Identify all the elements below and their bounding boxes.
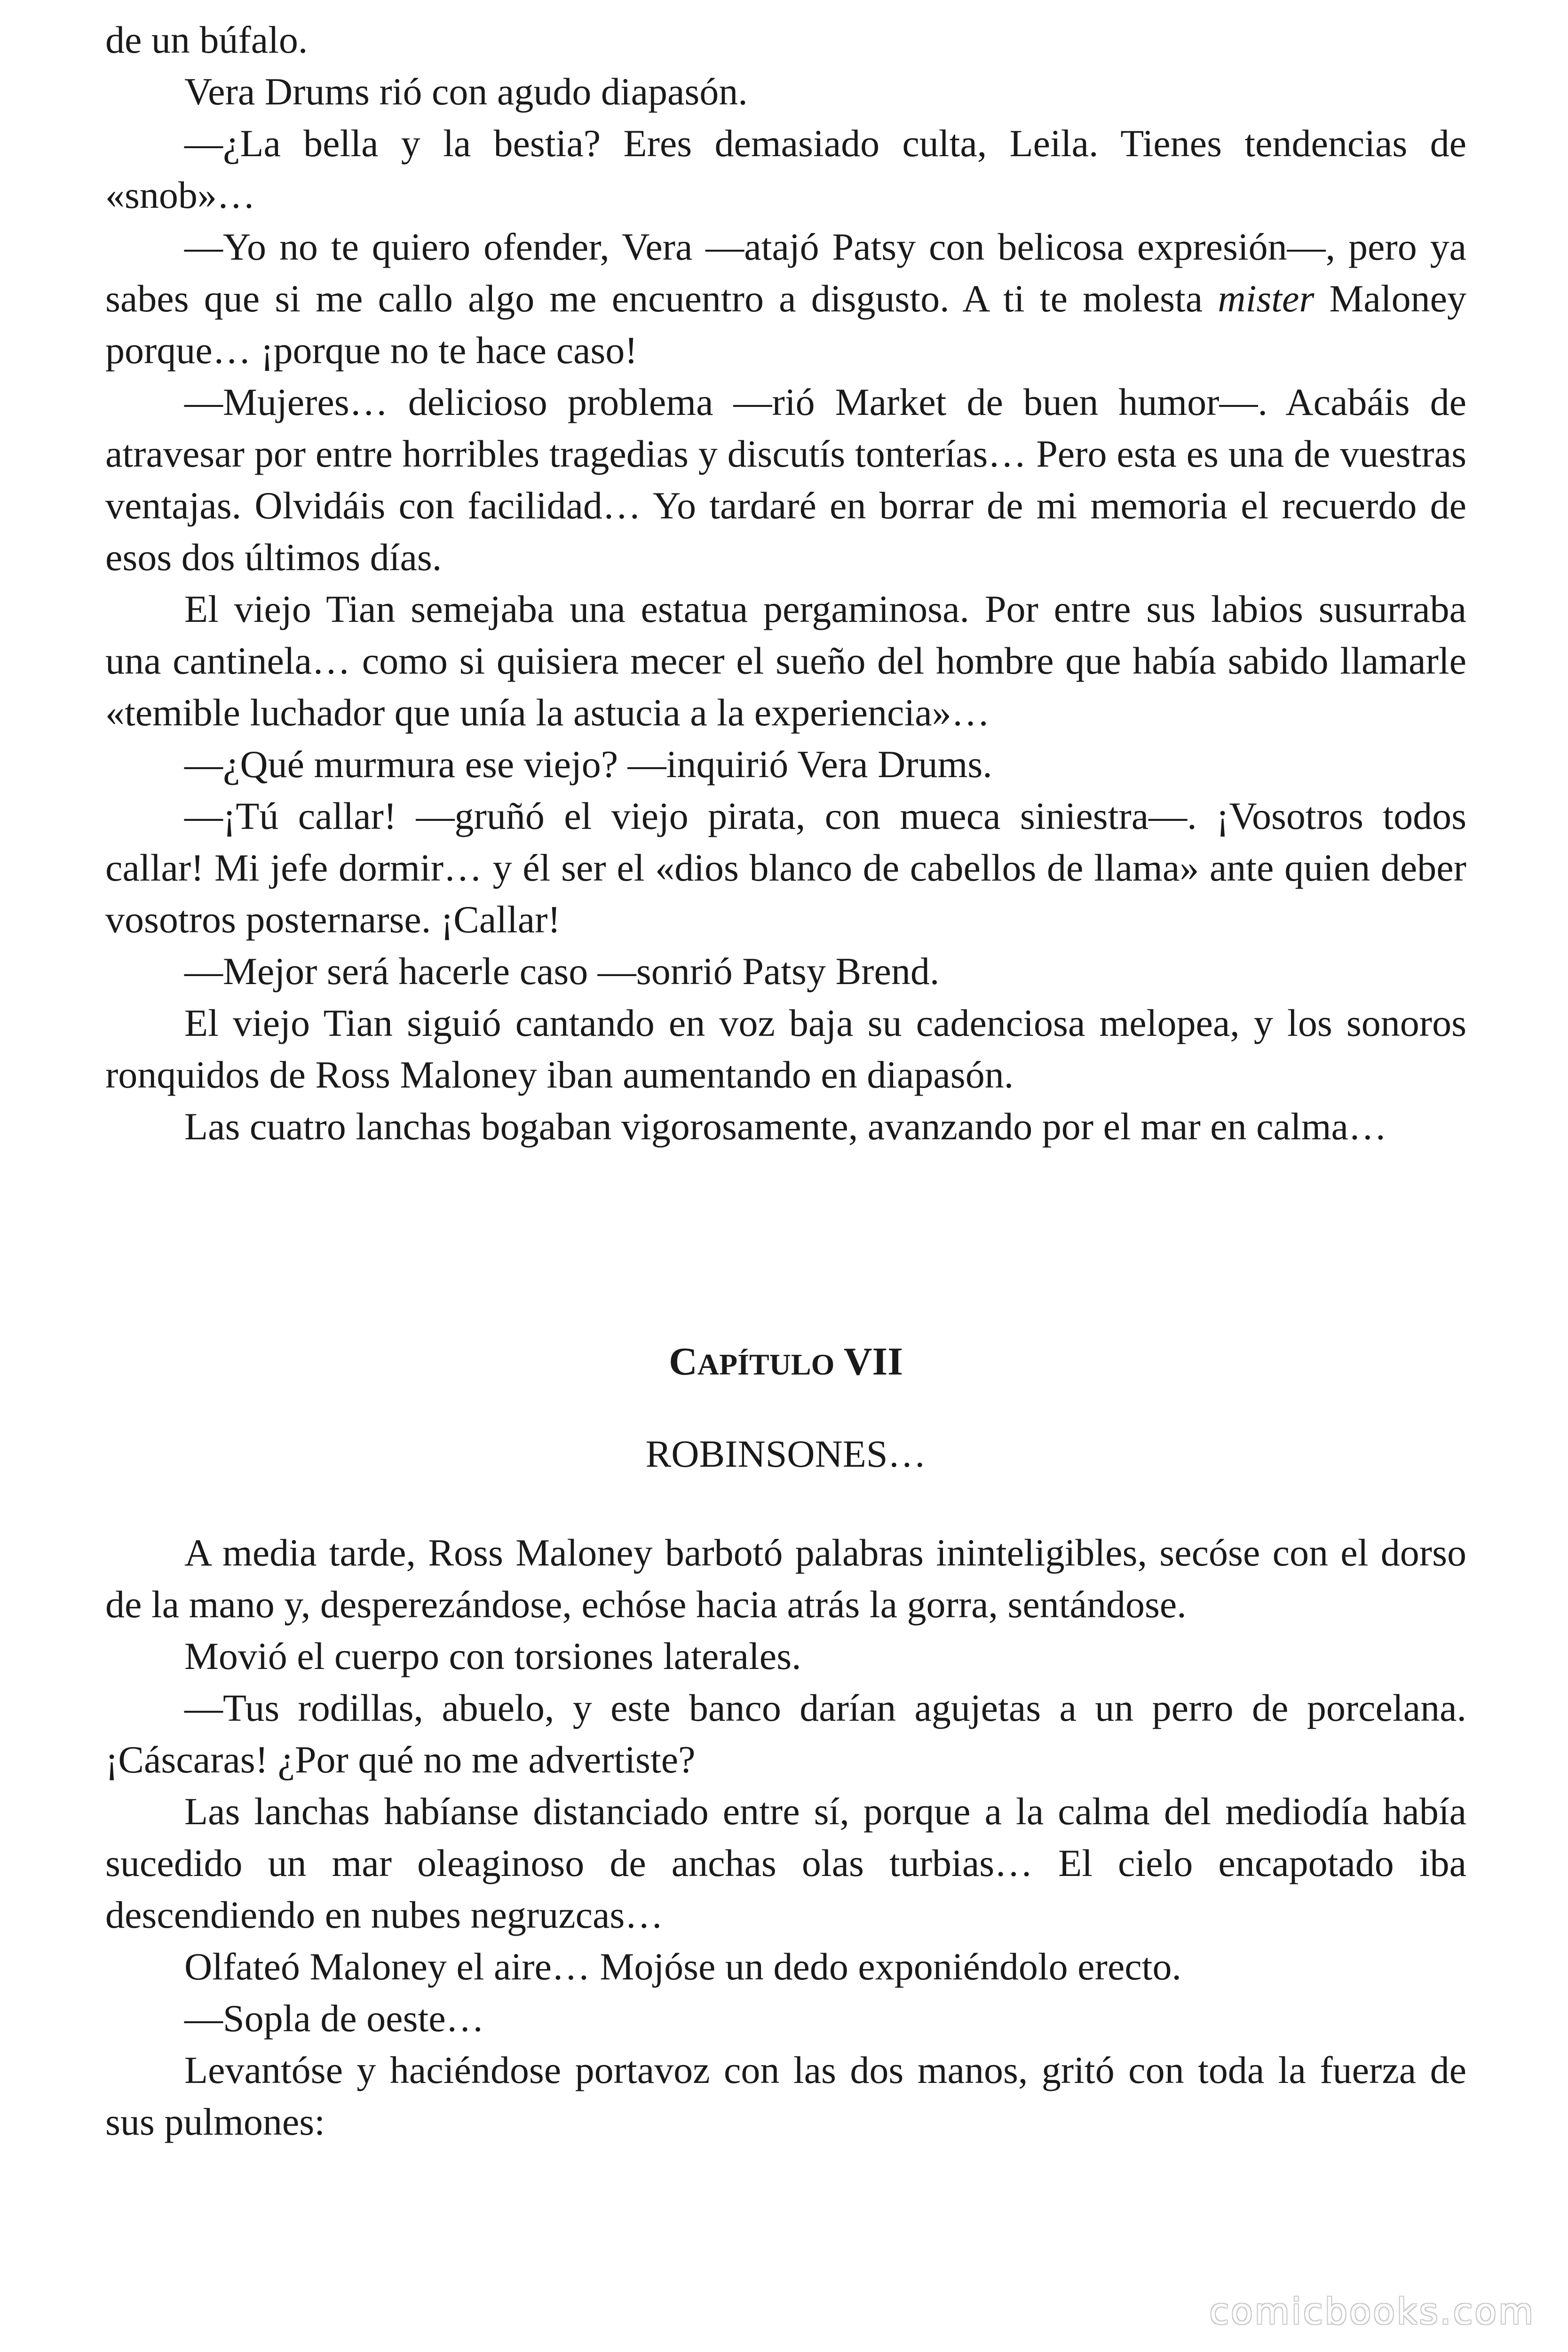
paragraph [105, 2044, 1466, 2148]
paragraph-text: Las cuatro lanchas bogaban vigorosamente, avanzando por el mar en calma… [184, 1105, 1387, 1148]
chapter-word: APÍTULO [697, 1348, 835, 1381]
paragraph-text: El viejo Tian siguió cantando en voz baja su cadenciosa melopea, y los sonoros ronquidos de Ross Maloney iban aumentando en diapasón. [105, 1001, 1466, 1096]
chapter-initial: C [669, 1340, 697, 1383]
paragraph [105, 14, 1466, 66]
paragraph-text: Olfateó Maloney el aire… Mojóse un dedo exponiéndolo erecto. [184, 1945, 1181, 1988]
paragraph-text: El viejo Tian semejaba una estatua pergaminosa. Por entre sus labios susurraba una cantinela… como si quisiera mecer el sueño del hombre que había sabido llamarle «temible luchador que unía la astucia a la experiencia»… [105, 588, 1466, 734]
paragraph-text: —¿La bella y la bestia? Eres demasiado culta, Leila. Tienes tendencias de «snob»… [105, 122, 1466, 216]
watermark: comicbooks.com [1209, 2290, 1535, 2332]
paragraph-text: de un búfalo. [105, 18, 308, 61]
paragraph-text: —Tus rodillas, abuelo, y este banco darían agujetas a un perro de porcelana. ¡Cáscaras! ¿Por qué no me advertiste? [105, 1686, 1466, 1781]
paragraph [105, 583, 1466, 739]
paragraph [105, 1527, 1466, 1630]
paragraph [105, 1630, 1466, 1682]
paragraph [105, 997, 1466, 1101]
paragraph [105, 790, 1466, 946]
text-block-bottom [105, 1527, 1466, 2148]
paragraph [105, 1941, 1466, 1993]
paragraph-text: Levantóse y haciéndose portavoz con las dos manos, gritó con toda la fuerza de sus pulmones: [105, 2049, 1466, 2143]
chapter-heading [105, 1336, 1466, 1391]
paragraph [105, 739, 1466, 790]
text-block-top [105, 14, 1466, 1152]
paragraph-text: —¡Tú callar! —gruñó el viejo pirata, con mueca siniestra—. ¡Vosotros todos callar! Mi jefe dormir… y él ser el «dios blanco de cabellos de llama» ante quien deber vosotros posternarse. ¡Callar! [105, 795, 1466, 941]
paragraph-text: —Yo no te quiero ofender, Vera —atajó Patsy con belicosa expresión—, pero ya sabes que si me callo algo me encuentro a disgusto. A ti te molesta [105, 225, 1466, 320]
paragraph-text: Maloney porque… ¡porque no te hace caso! [105, 277, 1467, 372]
paragraph [105, 1101, 1466, 1152]
paragraph-text: Vera Drums rió con agudo diapasón. [184, 70, 748, 113]
chapter-subtitle: ROBINSONES… [645, 1432, 927, 1475]
paragraph [105, 66, 1466, 118]
paragraph [105, 118, 1466, 221]
paragraph [105, 221, 1466, 376]
chapter-numeral: VII [843, 1340, 903, 1383]
paragraph-italic: mister [1218, 277, 1315, 320]
paragraph [105, 376, 1466, 583]
paragraph [105, 946, 1466, 997]
paragraph [105, 1993, 1466, 2044]
paragraph-text: —Mujeres… delicioso problema —rió Market de buen humor—. Acabáis de atravesar por entre horribles tragedias y discutís tonterías… Pero esta es una de vuestras ventajas. Olvidáis con facilidad… Yo tardaré en borrar de mi memoria el recuerdo de esos dos últimos días. [105, 381, 1466, 579]
paragraph-text: —Sopla de oeste… [184, 1997, 484, 2040]
page-body [105, 14, 1466, 2148]
paragraph [105, 1786, 1466, 1941]
paragraph-text: Movió el cuerpo con torsiones laterales. [184, 1635, 801, 1677]
paragraph-text: A media tarde, Ross Maloney barbotó palabras ininteligibles, secóse con el dorso de la mano y, desperezándose, echóse hacia atrás la gorra, sentándose. [105, 1531, 1466, 1626]
paragraph-text: —Mejor será hacerle caso —sonrió Patsy Brend. [184, 950, 940, 993]
paragraph-text: Las lanchas habíanse distanciado entre sí, porque a la calma del mediodía había sucedido un mar oleaginoso de anchas olas turbias… El cielo encapotado iba descendiendo en nubes negruzcas… [105, 1790, 1466, 1936]
paragraph-text: —¿Qué murmura ese viejo? —inquirió Vera Drums. [184, 743, 992, 786]
paragraph [105, 1682, 1466, 1786]
